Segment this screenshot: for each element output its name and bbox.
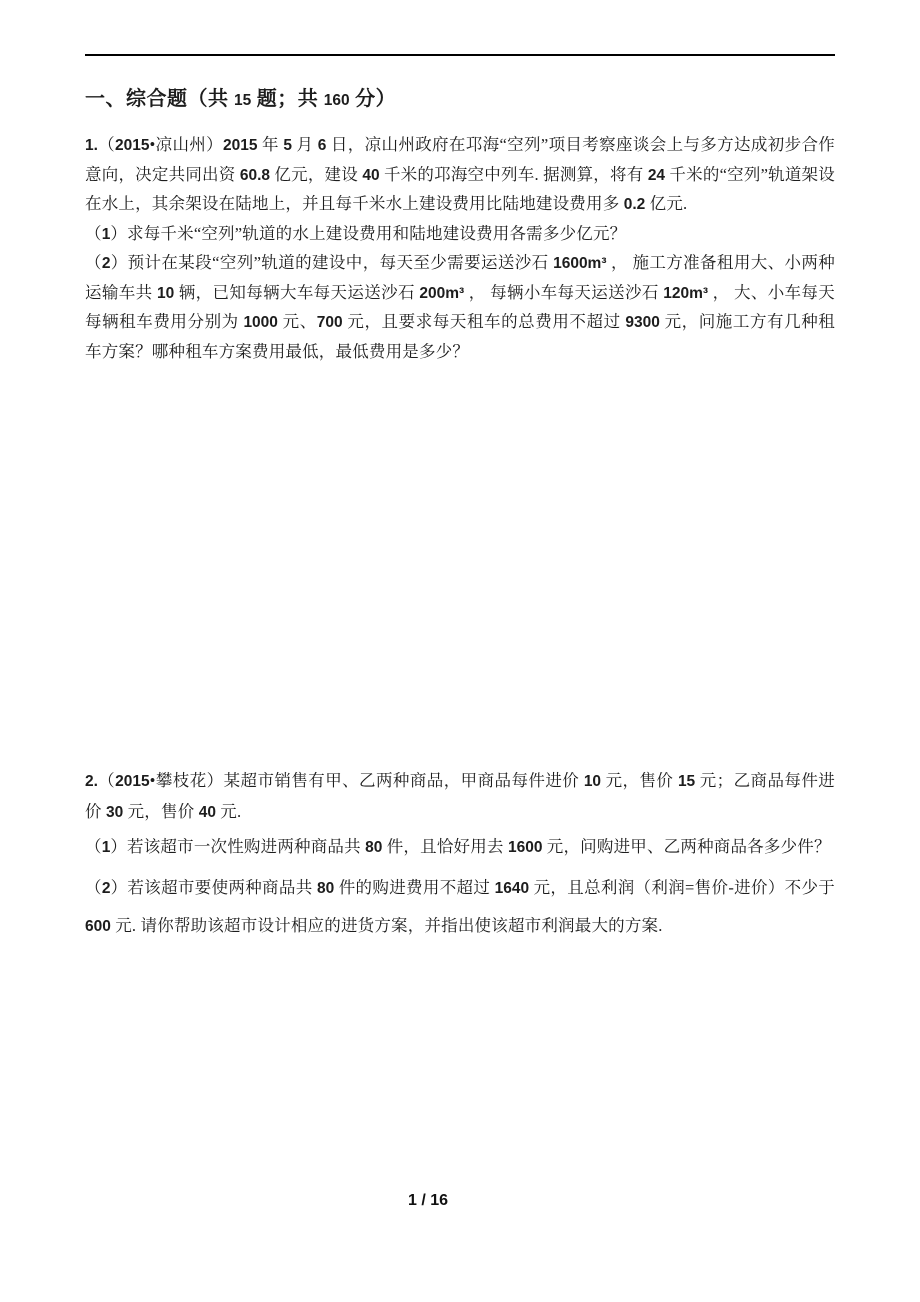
section-heading: 一、综合题（共 15 题；共 160 分）: [85, 88, 397, 110]
page-number: 1 / 16: [407, 1192, 449, 1209]
problem-1-part-1: （1）求每千米“空列”轨道的水上建设费用和陆地建设费用各需多少亿元？: [85, 223, 627, 243]
problem-1-intro: 1.（2015•凉山州）2015 年 5 月 6 日，凉山州政府在邛海“空列”项目考察座谈会上与多方达成初步合作意向，决定共同出资 60.8 亿元，建设 40 千米的邛海空中列车. 据测算，将有 24 千米的“空列”轨道架设在水上，其余架设在陆地上，并且每千米水上建设费用比陆地建设费用多 0.2 亿元.: [85, 135, 836, 213]
header-rule: [85, 54, 835, 56]
problem-2-part-1: （1）若该超市一次性购进两种商品共 80 件，且恰好用去 1600 元，问购进甲、乙两种商品各多少件？: [85, 837, 831, 856]
problem-1-part-2: （2）预计在某段“空列”轨道的建设中，每天至少需要运送沙石 1600m³ ， 施工方准备租用大、小两种运输车共 10 辆，已知每辆大车每天运送沙石 200m³ ， 每辆小车每天运送沙石 120m³ ， 大、小车每天每辆租车费用分别为 1000 元、700 元，且要求每天租车的总费用不超过 9300 元，问施工方有几种租车方案？哪种租车方案费用最低，最低费用是多少？: [85, 253, 836, 361]
problem-2-part-2: （2）若该超市要使两种商品共 80 件的购进费用不超过 1640 元，且总利润（利润=售价-进价）不少于 600 元. 请你帮助该超市设计相应的进货方案，并指出使该超市利润最大的方案.: [85, 878, 836, 935]
problem-2-intro: 2.（2015•攀枝花）某超市销售有甲、乙两种商品，甲商品每件进价 10 元，售价 15 元；乙商品每件进价 30 元，售价 40 元.: [85, 771, 836, 821]
